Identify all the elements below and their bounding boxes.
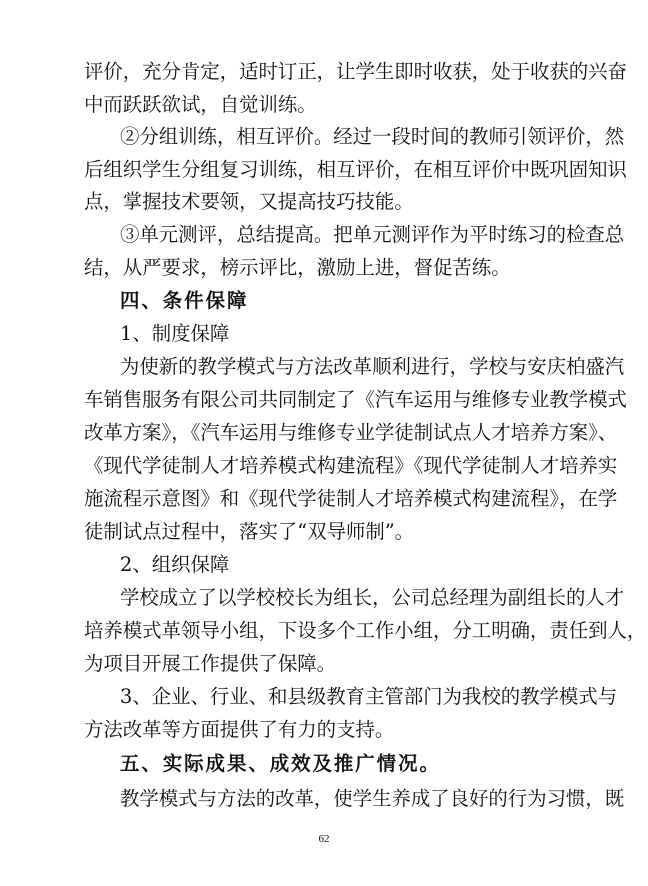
- text-line: 徒制试点过程中，落实了“双导师制”。: [84, 520, 415, 543]
- text-line: ②分组训练，相互评价。经过一段时间的教师引领评价，然: [120, 125, 625, 148]
- text-line: 施流程示意图》和《现代学徒制人才培养模式构建流程》，在学: [84, 487, 618, 510]
- text-line: 改革方案》，《汽车运用与维修专业学徒制试点人才培养方案》、: [84, 421, 618, 444]
- text-line: 后组织学生分组复习训练，相互评价，在相互评价中既巩固知识: [84, 158, 627, 181]
- text-line: 结，从严要求，榜示评比，激励上进，督促苦练。: [84, 256, 511, 279]
- section-heading: 五、实际成果、成效及推广情况。: [120, 752, 441, 775]
- text-line: 《现代学徒制人才培养模式构建流程》《现代学徒制人才培养实: [84, 454, 618, 477]
- text-line: 评价，充分肯定，适时订正，让学生即时收获，处于收获的兴奋: [84, 60, 627, 83]
- text-line: 培养模式革领导小组，下设多个工作小组，分工明确，责任到人，: [84, 619, 647, 642]
- page-number: 62: [318, 833, 330, 845]
- text-line: 方法改革等方面提供了有力的支持。: [84, 718, 395, 741]
- text-line: 教学模式与方法的改革，使学生养成了良好的行为习惯，既: [120, 787, 625, 810]
- text-line: ③单元测评，总结提高。把单元测评作为平时练习的检查总: [120, 223, 625, 246]
- text-line: 车销售服务有限公司共同制定了《汽车运用与维修专业教学模式: [84, 388, 627, 411]
- text-line: 为项目开展工作提供了保障。: [84, 652, 337, 675]
- subsection-heading: 2、组织保障: [120, 553, 230, 576]
- subsection-heading: 1、制度保障: [120, 322, 230, 345]
- text-line: 为使新的教学模式与方法改革顺利进行，学校与安庆柏盛汽: [120, 355, 625, 378]
- section-heading: 四、条件保障: [120, 289, 249, 312]
- text-line: 点，掌握技术要领，又提高技巧技能。: [84, 190, 414, 213]
- text-line: 3、企业、行业、和县级教育主管部门为我校的教学模式与: [120, 685, 618, 708]
- text-line: 中而跃跃欲试，自觉训练。: [84, 93, 317, 116]
- text-line: 学校成立了以学校校长为组长，公司总经理为副组长的人才: [120, 586, 625, 609]
